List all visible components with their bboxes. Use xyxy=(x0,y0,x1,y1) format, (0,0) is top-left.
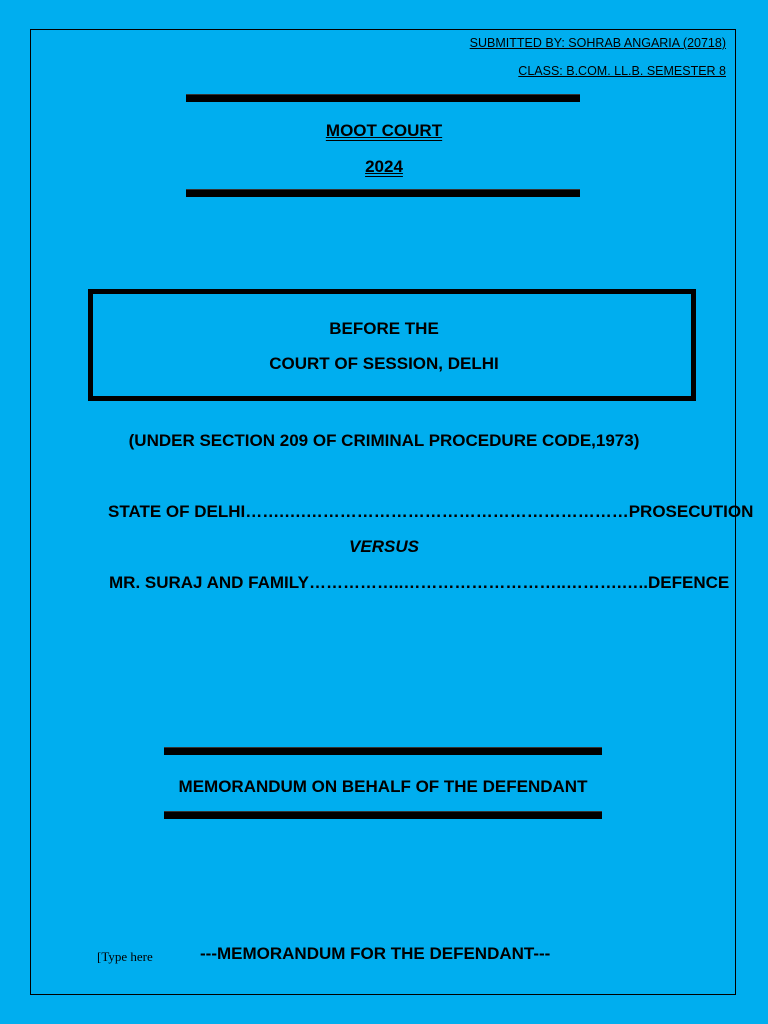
submitted-by-text: SUBMITTED BY: SOHRAB ANGARIA (20718) xyxy=(469,36,726,50)
prosecution-dots: …….….………………………………………………… xyxy=(245,502,629,521)
prosecution-line xyxy=(108,502,754,522)
defence-name: MR. SURAJ AND FAMILY xyxy=(109,573,309,592)
defence-role: DEFENCE xyxy=(648,573,730,592)
memo-rule-lower xyxy=(164,811,602,819)
court-box xyxy=(88,289,696,401)
versus-text: VERSUS xyxy=(349,537,419,556)
moot-court-title xyxy=(0,121,768,141)
court-box-line1: BEFORE THE xyxy=(329,319,439,338)
top-rule-upper xyxy=(186,94,580,102)
class-text: CLASS: B.COM. LL.B. SEMESTER 8 xyxy=(518,64,726,78)
top-rule-lower xyxy=(186,189,580,197)
moot-court-title-text: MOOT COURT xyxy=(325,121,443,140)
defence-line xyxy=(109,573,730,593)
type-here-placeholder[interactable]: [Type here xyxy=(97,949,153,964)
prosecution-name: STATE OF DELHI xyxy=(108,502,246,521)
defence-dots: ……………..………………………..……….….. xyxy=(308,573,648,592)
court-box-line2: COURT OF SESSION, DELHI xyxy=(269,354,499,373)
year-title-text: 2024 xyxy=(365,157,403,176)
memo-rule-upper xyxy=(164,747,602,755)
prosecution-role: PROSECUTION xyxy=(628,502,754,521)
memorandum-title: MEMORANDUM ON BEHALF OF THE DEFENDANT xyxy=(178,777,588,796)
section-note: (UNDER SECTION 209 OF CRIMINAL PROCEDURE CODE,1973) xyxy=(128,431,640,450)
year-title xyxy=(0,157,768,177)
footer-memorandum: ---MEMORANDUM FOR THE DEFENDANT--- xyxy=(200,944,551,963)
